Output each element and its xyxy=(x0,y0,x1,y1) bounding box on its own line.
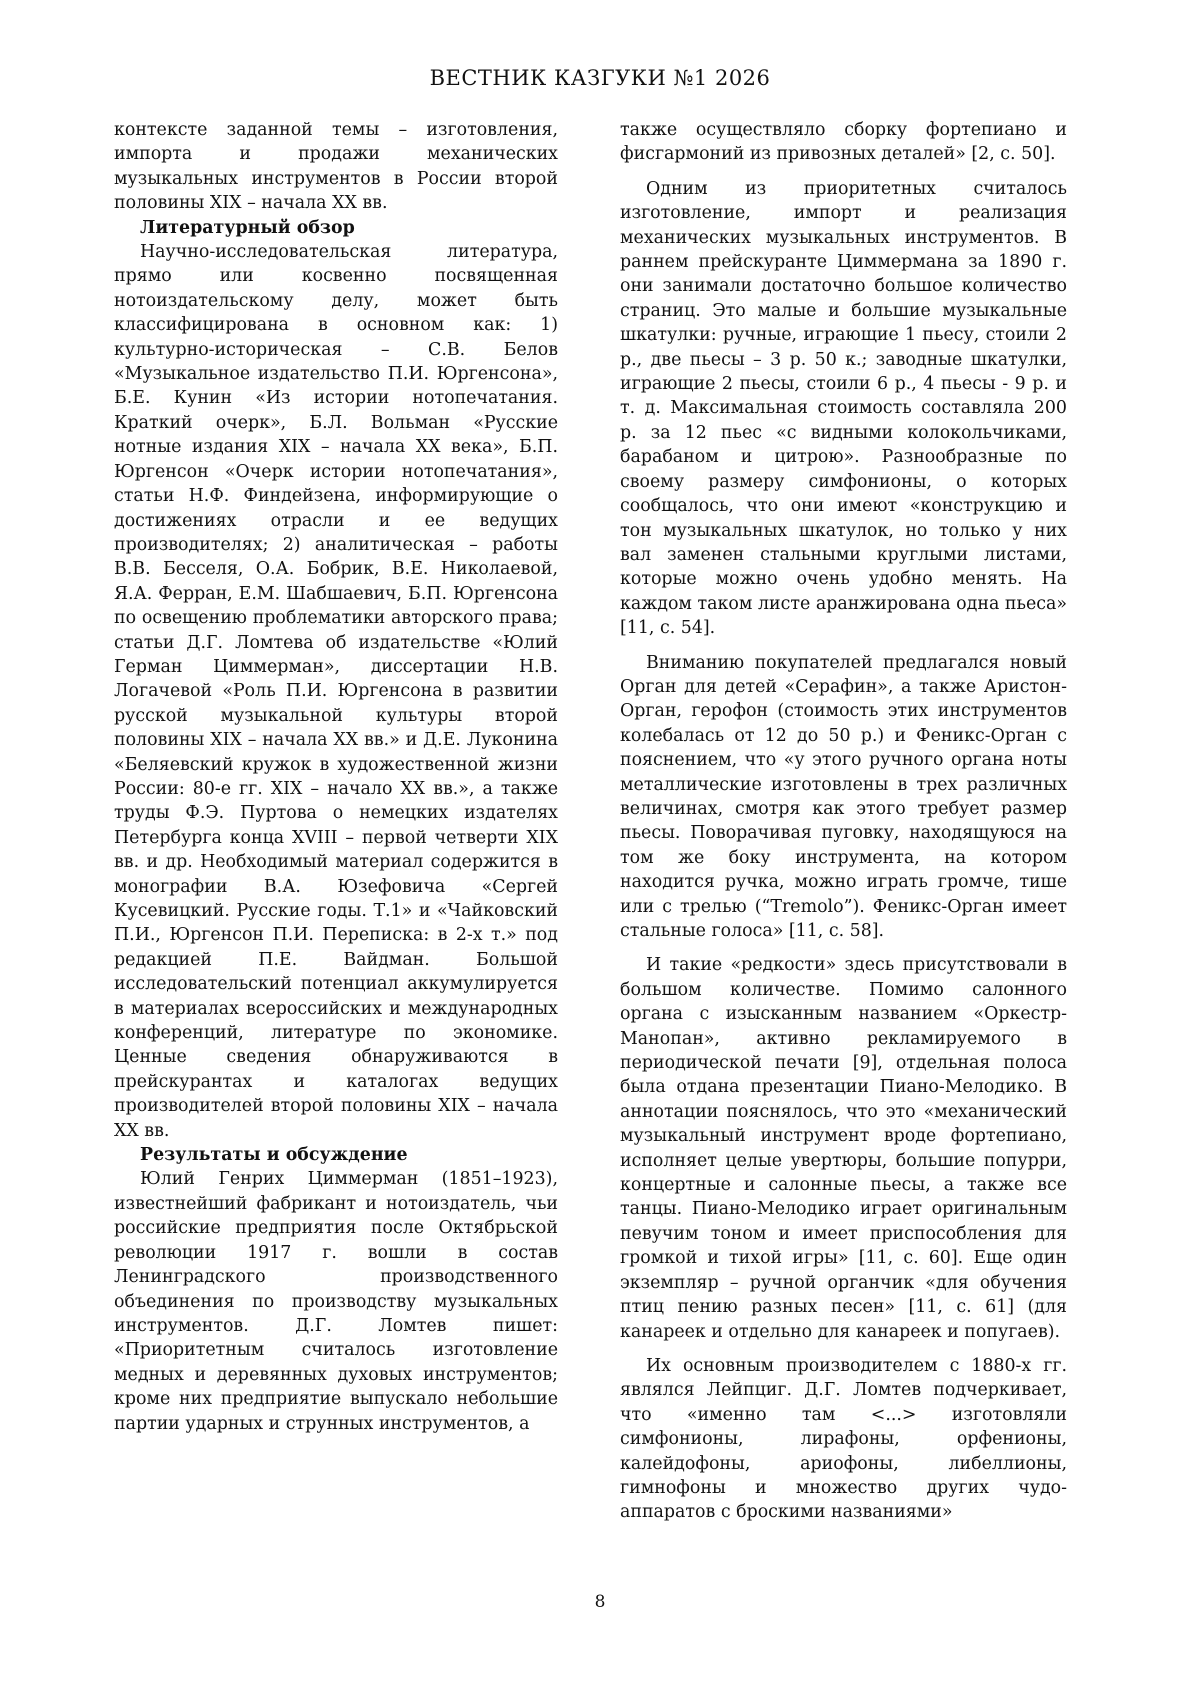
literature-review-paragraph: Научно-исследовательская литература, прямо или косвенно посвященная нотоиздательскому делу, может быть классифицирована в основном как: 1) культурно-историческая – С.В. Белов «Музыкальное издательство П.И. Юргенсона», Б.Е. Кунин «Из истории нотопечатания. Краткий очерк», Б.Л. Вольман «Русские нотные издания XIX – начала XX века», Б.П. Юргенсон «Очерк истории нотопечатания», статьи Н.Ф. Финдейзена, информирующие о достижениях отрасли и ее ведущих производителях; 2) аналитическая – работы В.В. Бесселя, О.А. Бобрик, В.Е. Николаевой, Я.А. Ферран, Е.М. Шабшаевич, Б.П. Юргенсона по освещению проблематики авторского права; статьи Д.Г. Ломтева об издательстве «Юлий Герман Циммерман», диссертации Н.В. Логачевой «Роль П.И. Юргенсона в развитии русской музыкальной культуры второй половины XIX – начала XX вв.» и Д.Е. Луконина «Беляевский кружок в художественной жизни России: 80-е гг. XIX – начало XX вв.», а также труды Ф.Э. Пуртова о немецких издателях Петербурга конца XVIII – первой четверти XIX вв. и др. Необходимый материал содержится в монографии В.А. Юзефовича «Сергей Кусевицкий. Русские годы. Т.1» и «Чайковский П.И., Юргенсон П.И. Переписка: в 2-х т.» под редакцией П.Е. Вайдман. Большой исследовательский потенциал аккумулируется в материалах всероссийских и международных конференций, литературе по экономике. Ценные сведения обнаруживаются в прейскурантах и каталогах ведущих производителей второй половины XIX – начала XX вв. xyxy=(114,242,558,1141)
journal-header: ВЕСТНИК КАЗГУКИ №1 2026 xyxy=(429,66,771,90)
intro-paragraph: контексте заданной темы – изготовления, импорта и продажи механических музыкальных инструментов в России второй половины XIX – начала XX вв. xyxy=(114,120,558,214)
right-column xyxy=(620,118,1067,1525)
right-paragraph-5: Их основным производителем с 1880-х гг. являлся Лейпциг. Д.Г. Ломтев подчеркивает, что «именно там <...> изготовляли симфонионы, лирафоны, орфенионы, калейдофоны, ариофоны, либеллионы, гимнофоны и множество других чудо-аппаратов с броскими названиями» xyxy=(620,1355,1067,1523)
right-paragraph-3: Вниманию покупателей предлагался новый Орган для детей «Серафин», а также Аристон-Орган, герофон (стоимость этих инструментов колебалась от 12 до 50 р.) и Феникс-Орган с пояснением, что «у этого ручного органа ноты металлические изготовлены в трех различных величинах, смотря как этого требует размер пьесы. Поворачивая пуговку, находящуюся на том же боку инструмента, на котором находится ручка, можно играть громче, тише или с трелью (“Tremolo”). Феникс-Орган имеет стальные голоса» [11, с. 58]. xyxy=(620,652,1067,941)
page-number: 8 xyxy=(594,1592,606,1612)
right-paragraph-4: И такие «редкости» здесь присутствовали в большом количестве. Помимо салонного органа с изысканным названием «Оркестр-Манопан», активно рекламируемого в периодической печати [9], отдельная полоса была отдана презентации Пиано-Мелодико. В аннотации пояснялось, что это «механический музыкальный инструмент вроде фортепиано, исполняет целые увертюры, большие попурри, концертные и салонные пьесы, а также все танцы. Пиано-Мелодико играет оригинальным певучим тоном и имеет приспособления для громкой и тихой игры» [11, с. 60]. Еще один экземпляр – ручной органчик «для обучения птиц пению разных песен» [11, с. 61] (для канареек и отдельно для канареек и попугаев). xyxy=(620,955,1067,1342)
results-paragraph: Юлий Генрих Циммерман (1851–1923), известнейший фабрикант и нотоиздатель, чьи российские предприятия после Октябрьской революции 1917 г. вошли в состав Ленинградского производственного объединения по производству музыкальных инструментов. Д.Г. Ломтев пишет: «Приоритетным считалось изготовление медных и деревянных духовых инструментов; кроме них предприятие выпускало небольшие партии ударных и струнных инструментов, а xyxy=(114,1169,558,1434)
heading-literature-review: Литературный обзор xyxy=(140,217,355,238)
right-paragraph-1: также осуществляло сборку фортепиано и фисгармоний из привозных деталей» [2, с. 50]. xyxy=(620,120,1067,165)
right-paragraph-2: Одним из приоритетных считалось изготовление, импорт и реализация механических музыкальных инструментов. В раннем прейскуранте Циммермана за 1890 г. они занимали достаточно большое количество страниц. Это малые и большие музыкальные шкатулки: ручные, играющие 1 пьесу, стоили 2 р., две пьесы – 3 р. 50 к.; заводные шкатулки, играющие 2 пьесы, стоили 6 р., 4 пьесы - 9 р. и т. д. Максимальная стоимость составляла 200 р. за 12 пьес «с видными колокольчиками, барабаном и цитрою». Разнообразные по своему размеру симфонионы, о которых сообщалось, что они имеют «конструкцию и тон музыкальных шкатулок, но только у них вал заменен стальными круглыми листами, которые можно очень удобно менять. На каждом таком листе аранжирована одна пьеса» [11, с. 54]. xyxy=(620,178,1067,639)
heading-results-discussion: Результаты и обсуждение xyxy=(140,1145,408,1166)
left-column xyxy=(114,118,558,1436)
